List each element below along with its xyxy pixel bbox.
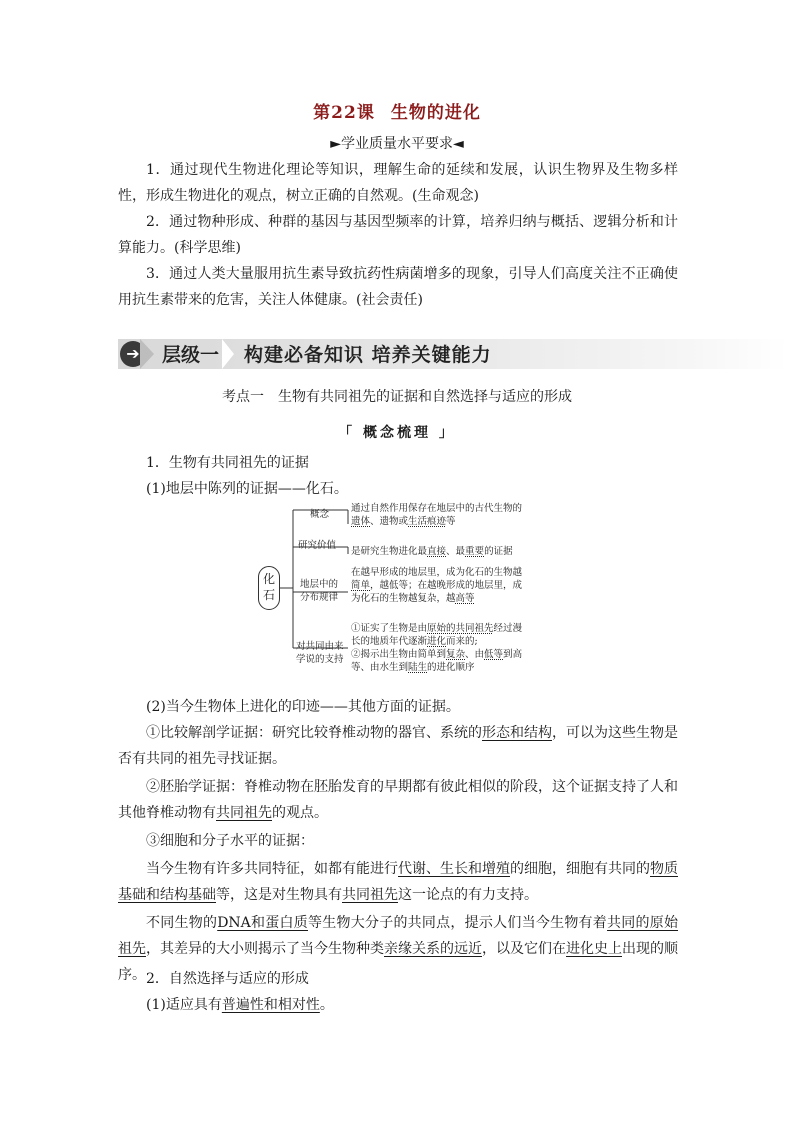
node-text [351,545,513,558]
subsection-heading [146,992,334,1018]
keyword: 进化 [427,636,447,647]
text-part: 是研究生物进化最 [351,546,428,557]
text-part: 长的地质年代逐渐 [351,636,428,647]
fossil-root-node [258,566,280,610]
text-part: 不同生物的 [146,915,218,931]
keyword: 生活痕迹 [408,516,447,527]
text-part: 这一论点的有力支持。 [398,887,538,903]
text-part: 的观点。 [272,805,328,821]
lesson-topic: 生物的进化 [390,103,481,123]
text-part: (1)适应具有 [146,997,222,1013]
text-part: 等、由水生到 [351,662,409,673]
keyword: 陆生 [408,662,428,673]
text-line [351,648,522,661]
requirements-heading: ►学业质量水平要求◄ [330,136,464,152]
node-label: 概念 [310,509,330,520]
label-line: 地层中的 [300,579,339,590]
subsection-heading: (1)地层中陈列的证据——化石。 [146,481,348,497]
section-heading: 2．自然选择与适应的形成 [146,971,309,987]
text-part: ①比较解剖学证据：研究比较脊椎动物的器官、系统的 [146,725,482,741]
text-part: 的证据 [484,546,513,557]
text-part: 当今生物有许多共同特征，如都有能进行 [146,861,398,877]
text-part: 的进化顺序 [427,662,475,673]
text-line: 在越早形成的地层里，成为化石的生物越 [351,567,523,578]
text-part: 等 [446,516,456,527]
node-label: 研究价值 [298,540,337,551]
text-part: ，可以为这些生物是否有共同的祖先寻找证据。 [118,725,678,767]
keyword: 共同祖先 [342,887,398,903]
keyword: 亲缘关系的远近 [384,941,482,957]
text-line [351,592,522,605]
lesson-title [0,98,794,123]
keyword: 进化史上 [566,941,622,957]
text-line: 通过自然作用保存在地层中的古代生物的 [351,503,523,514]
banner-title: 构建必备知识 培养关键能力 [244,344,492,366]
arrow-right-icon: ➔ [120,341,146,367]
keyword: 低等 [484,649,504,660]
text-part: 的细胞，细胞有共同的 [510,861,650,877]
text-part: 等，这是对生物具有 [216,887,342,903]
keyword: 代谢、生长和增殖 [398,861,510,877]
paragraph-cell [118,856,678,908]
node-label [300,578,338,604]
text-part: ②揭示出生物由简单到 [351,649,447,660]
subsection-heading: (2)当今生物体上进化的印迹——其他方面的证据。 [146,699,460,715]
text-line [351,661,522,674]
section-banner [118,339,788,369]
text-part: 等生物大分子的共同点，提示人们当今生物有着 [308,915,608,931]
text-line [351,579,522,592]
keyword: 普遍性和相对性 [221,997,320,1013]
node-text [351,622,522,674]
text-part: 到高 [503,649,523,660]
keyword: 简单 [351,580,371,591]
keyword: DNA和蛋白质 [217,915,308,931]
paragraph-anatomy [118,720,678,772]
text-part: 为化石的生物越复杂，越 [351,593,456,604]
text-part: 、最 [446,546,466,557]
text-part: 。 [319,997,334,1013]
keyword: 共同的原始祖先 [118,915,679,957]
root-label: 化石 [263,572,276,602]
keyword: 物质基础和结构基础 [118,861,678,903]
node-text [351,502,522,528]
keyword: 高等 [455,593,475,604]
fossil-concept-map [258,502,578,692]
keyword: 复杂 [446,649,466,660]
text-part: 经过漫 [493,623,523,634]
label-line: 对共同由来 [296,641,344,652]
keyword: 原始的共同祖先 [427,623,494,634]
requirement-item: 2．通过物种形成、种群的基因与基因型频率的计算，培养归纳与概括、逻辑分析和计算能力。(科学思维) [118,214,678,256]
text-part: ，以及它们在 [482,941,566,957]
chevron-decoration [140,339,154,369]
requirement-item: 3．通过人类大量服用抗生素导致抗药性病菌增多的现象，引导人们高度关注不正确使用抗生素带来的危害，关注人体健康。(社会责任) [118,266,678,308]
label-line: 分布规律 [300,592,339,603]
point-title: 考点一 生物有共同祖先的证据和自然选择与适应的形成 [222,389,572,405]
text-part: ①证实了生物是由 [351,623,428,634]
requirement-item: 1．通过现代生物进化理论等知识，理解生命的延续和发展，认识生物界及生物多样性，形成生物进化的观点，树立正确的自然观。(生命观念) [118,162,678,204]
lesson-number: 第22课 [313,103,375,123]
text-part: 、由 [465,649,485,660]
text-part: 出现的顺序。 [118,941,678,983]
text-part: ，其差异的大小则揭示了当今生物种类 [146,941,384,957]
node-label [296,640,344,666]
text-line [351,635,522,648]
keyword: 直接 [427,546,447,557]
paragraph-embryology [118,774,678,826]
keyword: 重要 [465,546,485,557]
concept-heading: 「 概念梳理 」 [338,425,456,441]
text-part: ，越低等；在越晚形成的地层里，成 [370,580,523,591]
text-line [351,515,522,528]
chevron-decoration [222,339,234,369]
label-line: 学说的支持 [296,654,344,665]
keyword: 遗体 [351,516,371,527]
subsection-heading: ③细胞和分子水平的证据： [146,833,314,849]
banner-level: 层级一 [162,344,220,366]
text-line [351,622,522,635]
text-part: 而来的; [446,636,478,647]
section-heading: 1．生物有共同祖先的证据 [146,455,309,471]
node-text [351,566,522,605]
keyword: 形态和结构 [482,725,552,741]
text-part: 、遗物或 [370,516,409,527]
text-part: ②胚胎学证据：脊椎动物在胚胎发育的早期都有彼此相似的阶段，这个证据支持了人和其他脊椎动物有 [118,779,678,821]
keyword: 共同祖先 [216,805,272,821]
